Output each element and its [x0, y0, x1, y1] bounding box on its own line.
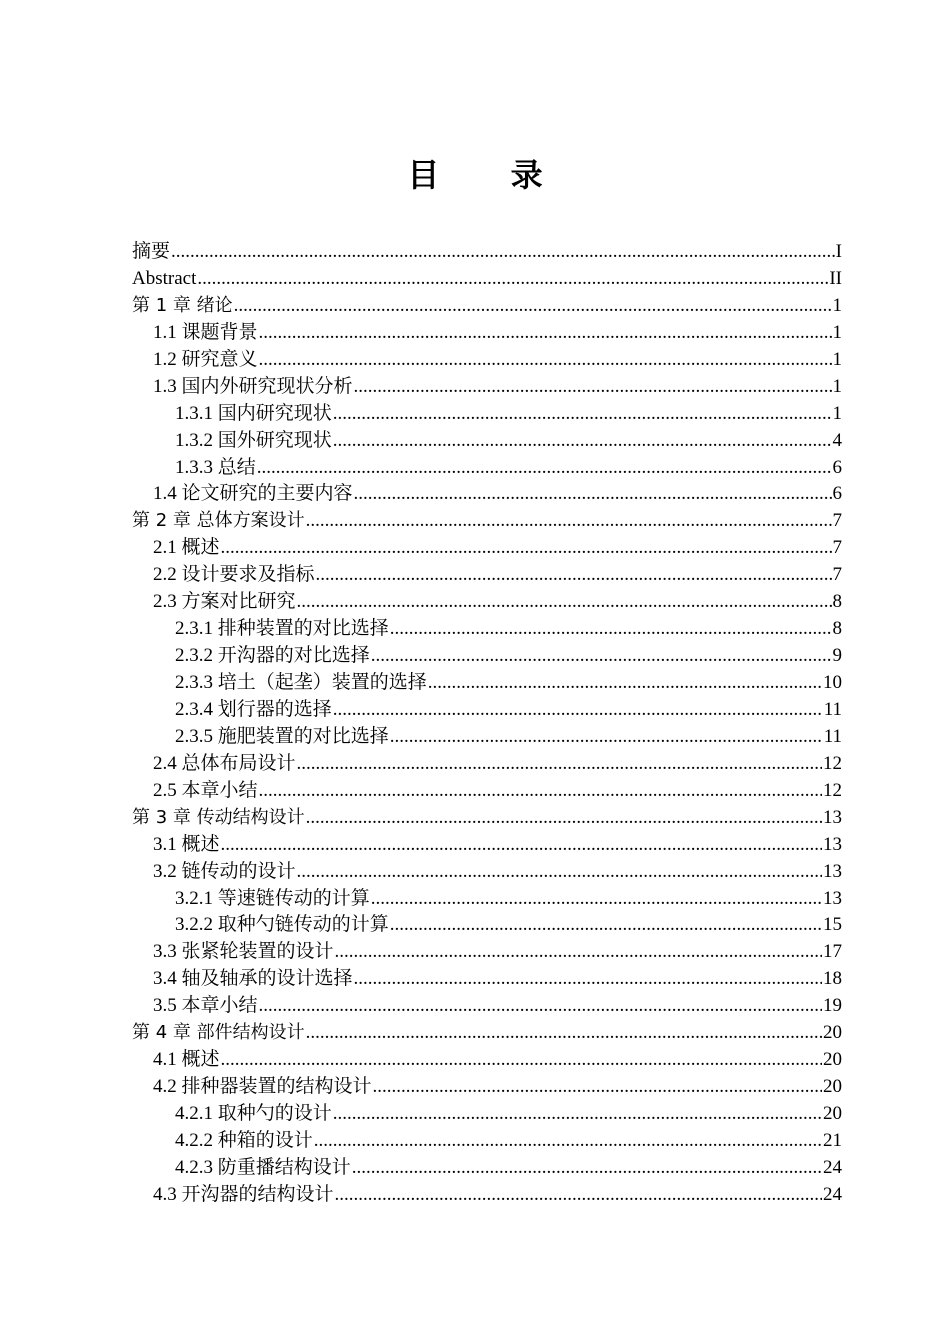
- toc-page-number: 1: [832, 294, 842, 316]
- toc-entry[interactable]: [132, 401, 842, 428]
- toc-chapter-entry[interactable]: [132, 508, 842, 535]
- toc-entry[interactable]: [132, 1101, 842, 1128]
- toc-page-number: 19: [823, 995, 842, 1017]
- toc-page-number: 11: [823, 725, 842, 747]
- toc-entry-label: 2.2 设计要求及指标: [153, 564, 315, 586]
- toc-entry[interactable]: [132, 751, 842, 778]
- toc-entry-label: 第 2 章 总体方案设计: [132, 510, 305, 532]
- toc-leader-dots: [234, 293, 832, 320]
- toc-entry-label: 2.3.2 开沟器的对比选择: [175, 645, 370, 667]
- toc-entry-label: 第 4 章 部件结构设计: [132, 1022, 305, 1044]
- toc-page-number: 11: [823, 698, 842, 720]
- toc-entry[interactable]: [132, 778, 842, 805]
- toc-entry-label: 3.1 概述: [153, 833, 220, 855]
- toc-leader-dots: [335, 939, 822, 966]
- toc-page-number: 7: [832, 537, 842, 559]
- toc-entry[interactable]: [132, 1128, 842, 1155]
- toc-entry-label: 4.2.2 种箱的设计: [175, 1129, 313, 1151]
- toc-leader-dots: [333, 428, 832, 455]
- toc-leader-dots: [390, 616, 832, 643]
- toc-chapter-entry[interactable]: [132, 1020, 842, 1047]
- toc-entry[interactable]: [132, 239, 842, 266]
- toc-entry[interactable]: [132, 832, 842, 859]
- toc-page-number: 21: [823, 1129, 842, 1151]
- toc-leader-dots: [373, 1074, 822, 1101]
- toc-entry[interactable]: [132, 966, 842, 993]
- toc-page-number: 1: [832, 375, 842, 397]
- toc-entry[interactable]: [132, 562, 842, 589]
- toc-page-number: 8: [832, 618, 842, 640]
- toc-entry-label: 2.4 总体布局设计: [153, 752, 296, 774]
- toc-entry[interactable]: [132, 1047, 842, 1074]
- toc-page-number: 17: [823, 941, 842, 963]
- toc-entry-label: Abstract: [132, 267, 197, 289]
- toc-entry[interactable]: [132, 266, 842, 293]
- toc-leader-dots: [259, 778, 822, 805]
- toc-entry-label: 1.3.2 国外研究现状: [175, 429, 332, 451]
- toc-entry-label: 4.3 开沟器的结构设计: [153, 1183, 334, 1205]
- toc-entry-label: 2.3.5 施肥装置的对比选择: [175, 725, 389, 747]
- toc-page-number: 7: [832, 510, 842, 532]
- toc-entry-label: 第 1 章 绪论: [132, 294, 233, 316]
- toc-entry[interactable]: [132, 616, 842, 643]
- toc-entry-label: 摘要: [132, 241, 171, 262]
- toc-leader-dots: [297, 589, 832, 616]
- toc-leader-dots: [306, 805, 822, 832]
- toc-page-number: II: [829, 267, 842, 289]
- toc-entry[interactable]: [132, 886, 842, 913]
- toc-entry[interactable]: [132, 670, 842, 697]
- toc-leader-dots: [335, 1182, 822, 1209]
- toc-entry-label: 2.3.1 排种装置的对比选择: [175, 618, 389, 640]
- toc-entry-label: 1.2 研究意义: [153, 348, 258, 370]
- toc-leader-dots: [297, 859, 822, 886]
- toc-page-number: 7: [832, 564, 842, 586]
- toc-leader-dots: [197, 266, 828, 293]
- toc-entry[interactable]: [132, 993, 842, 1020]
- toc-page-number: 18: [823, 968, 842, 990]
- toc-leader-dots: [257, 455, 832, 482]
- toc-entry-label: 3.5 本章小结: [153, 995, 258, 1017]
- toc-chapter-entry[interactable]: [132, 805, 842, 832]
- toc-title: 目 录: [407, 156, 573, 194]
- toc-entry[interactable]: [132, 697, 842, 724]
- toc-entry-label: 3.4 轴及轴承的设计选择: [153, 968, 353, 990]
- toc-page-number: 24: [823, 1156, 842, 1178]
- toc-leader-dots: [316, 562, 832, 589]
- toc-entry-label: 2.1 概述: [153, 537, 220, 559]
- toc-leader-dots: [314, 1128, 822, 1155]
- toc-entry-label: 4.2.1 取种勺的设计: [175, 1103, 332, 1124]
- toc-leader-dots: [333, 697, 823, 724]
- toc-page-number: 10: [823, 672, 842, 693]
- toc-entry[interactable]: [132, 535, 842, 562]
- toc-page-number: 6: [832, 483, 842, 505]
- toc-leader-dots: [297, 751, 822, 778]
- toc-page-number: 20: [823, 1022, 842, 1044]
- toc-entry-label: 3.3 张紧轮装置的设计: [153, 941, 334, 963]
- toc-entry-label: 1.3 国内外研究现状分析: [153, 375, 353, 397]
- table-of-contents: [132, 239, 842, 1209]
- toc-page-number: 13: [823, 833, 842, 855]
- toc-leader-dots: [333, 1101, 822, 1128]
- toc-entry[interactable]: [132, 481, 842, 508]
- toc-leader-dots: [371, 643, 832, 670]
- toc-leader-dots: [259, 993, 822, 1020]
- toc-leader-dots: [221, 535, 832, 562]
- toc-leader-dots: [371, 886, 822, 913]
- toc-page-number: 20: [823, 1103, 842, 1124]
- toc-page-number: 9: [832, 645, 842, 667]
- toc-entry-label: 2.5 本章小结: [153, 779, 258, 801]
- toc-entry-label: 3.2.2 取种勺链传动的计算: [175, 914, 389, 936]
- toc-leader-dots: [333, 401, 832, 428]
- toc-leader-dots: [221, 1047, 822, 1074]
- toc-entry[interactable]: [132, 1155, 842, 1182]
- toc-page-number: I: [835, 241, 842, 262]
- toc-entry[interactable]: [132, 428, 842, 455]
- toc-page-number: 13: [823, 887, 842, 909]
- toc-leader-dots: [390, 912, 822, 939]
- toc-page-number: 1: [832, 348, 842, 370]
- toc-leader-dots: [259, 320, 832, 347]
- toc-entry[interactable]: [132, 320, 842, 347]
- toc-entry-label: 1.4 论文研究的主要内容: [153, 483, 353, 505]
- toc-leader-dots: [221, 832, 822, 859]
- toc-entry[interactable]: [132, 1074, 842, 1101]
- toc-page-number: 13: [823, 806, 842, 828]
- toc-page-number: 24: [823, 1183, 842, 1205]
- toc-leader-dots: [259, 347, 832, 374]
- toc-entry-label: 2.3 方案对比研究: [153, 591, 296, 613]
- toc-page-number: 12: [823, 779, 842, 801]
- toc-entry[interactable]: [132, 939, 842, 966]
- toc-entry-label: 2.3.3 培土（起垄）装置的选择: [175, 672, 427, 693]
- toc-entry[interactable]: [132, 724, 842, 751]
- toc-chapter-entry[interactable]: [132, 293, 842, 320]
- toc-entry-label: 4.2 排种器装置的结构设计: [153, 1076, 372, 1098]
- toc-entry-label: 1.1 课题背景: [153, 321, 258, 343]
- toc-page-number: 12: [823, 752, 842, 774]
- toc-entry[interactable]: [132, 1182, 842, 1209]
- toc-leader-dots: [354, 481, 832, 508]
- toc-entry[interactable]: [132, 859, 842, 886]
- toc-entry-label: 4.2.3 防重播结构设计: [175, 1156, 351, 1178]
- toc-entry-label: 4.1 概述: [153, 1049, 220, 1071]
- toc-page-number: 15: [823, 914, 842, 936]
- toc-entry[interactable]: [132, 455, 842, 482]
- toc-entry-label: 3.2.1 等速链传动的计算: [175, 887, 370, 909]
- toc-leader-dots: [171, 239, 835, 266]
- toc-page-number: 8: [832, 591, 842, 613]
- toc-entry[interactable]: [132, 589, 842, 616]
- toc-leader-dots: [306, 1020, 822, 1047]
- toc-entry-label: 3.2 链传动的设计: [153, 860, 296, 882]
- toc-page-number: 13: [823, 860, 842, 882]
- toc-entry-label: 第 3 章 传动结构设计: [132, 806, 305, 828]
- toc-page-number: 20: [823, 1076, 842, 1098]
- toc-entry-label: 1.3.3 总结: [175, 456, 256, 478]
- toc-leader-dots: [352, 1155, 822, 1182]
- toc-entry[interactable]: [132, 643, 842, 670]
- toc-leader-dots: [428, 670, 822, 697]
- toc-page-number: 1: [832, 321, 842, 343]
- toc-entry[interactable]: [132, 347, 842, 374]
- toc-leader-dots: [354, 374, 832, 401]
- toc-page-number: 1: [832, 402, 842, 424]
- toc-page-number: 4: [832, 429, 842, 451]
- toc-leader-dots: [354, 966, 822, 993]
- toc-leader-dots: [306, 508, 832, 535]
- toc-entry[interactable]: [132, 374, 842, 401]
- toc-entry[interactable]: [132, 912, 842, 939]
- toc-leader-dots: [390, 724, 823, 751]
- toc-entry-label: 2.3.4 划行器的选择: [175, 698, 332, 720]
- toc-page-number: 6: [832, 456, 842, 478]
- toc-page-number: 20: [823, 1049, 842, 1071]
- toc-entry-label: 1.3.1 国内研究现状: [175, 402, 332, 424]
